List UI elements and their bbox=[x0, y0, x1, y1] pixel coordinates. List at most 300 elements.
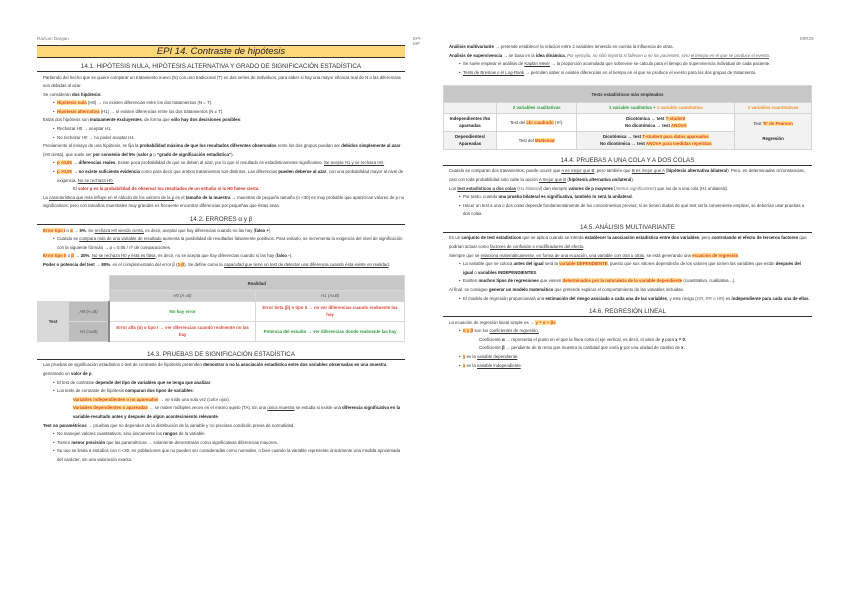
text-run: que se aplica cuando se intenta bbox=[521, 235, 585, 241]
text-run: OR, RR o HR bbox=[696, 295, 724, 301]
text-run: valores de p mayores bbox=[568, 185, 613, 191]
text-run: generar un modelo matemático bbox=[488, 287, 554, 292]
text-run: Análisis multivariante bbox=[449, 44, 494, 49]
text-run: α bbox=[501, 336, 505, 342]
text-run: muchos tipos de regresiones bbox=[478, 278, 539, 284]
bullet-icon: · bbox=[69, 186, 71, 192]
text-run: . bbox=[210, 379, 212, 385]
bullet-item bbox=[443, 344, 812, 353]
text-run: como para decir que ambos tratamientos son distintos. Las diferencias bbox=[139, 169, 279, 175]
text-run: El bbox=[73, 186, 79, 192]
text-run: por una unidad de cambio de bbox=[622, 345, 682, 351]
text-run: ( bbox=[516, 185, 519, 191]
section-heading: 14.5. ANÁLISIS MULTIVARIANTE bbox=[443, 223, 812, 233]
text-run: valor de p bbox=[71, 371, 92, 377]
bullet-icon: • bbox=[459, 278, 461, 284]
text-run: , y este riesgo ( bbox=[667, 295, 697, 301]
text-run: . bbox=[631, 194, 633, 200]
text-run: probabilidad máxima de que los resultados diferentes observados bbox=[139, 143, 277, 149]
left-content bbox=[37, 45, 405, 465]
text-run: ) es bbox=[723, 295, 732, 301]
text-run: , generando un bbox=[43, 362, 388, 377]
text-run: y bbox=[463, 354, 466, 360]
text-run: antes del igual bbox=[513, 261, 544, 267]
bullet-icon: • bbox=[53, 160, 55, 166]
bullet-item bbox=[37, 194, 405, 211]
text-run: ) bbox=[268, 227, 271, 233]
non-dichotomous-label: No dicotómica → test bbox=[625, 123, 671, 129]
text-run: (H1) → sí existen diferencias entre los dos tratamientos (N ≠ T). bbox=[99, 108, 224, 114]
bullet-item bbox=[443, 336, 812, 345]
text-run: Se suele emplear el análisis de bbox=[463, 61, 525, 67]
right-content bbox=[443, 43, 812, 370]
text-run: El test de contraste bbox=[57, 379, 96, 385]
text-run: variables INDEPENDIENTES bbox=[477, 269, 537, 275]
bullet-icon: • bbox=[53, 379, 55, 385]
text-run: hipótesis alternativa bilateral bbox=[667, 168, 728, 174]
text-run: sólo hay dos decisiones posibles bbox=[170, 117, 241, 123]
bullet-icon: • bbox=[459, 194, 461, 200]
bullet-icon: · bbox=[37, 143, 39, 149]
bullet-item bbox=[443, 43, 812, 52]
reality-h1: H1 (A≠B) bbox=[256, 291, 405, 302]
chi-square-test: chi cuadrado bbox=[526, 119, 554, 125]
text-run: controlando el efecto de terceros factores bbox=[711, 235, 799, 241]
statistical-tests-table bbox=[443, 85, 812, 150]
text-run: Tests de Breslow o el Log-Rank bbox=[463, 69, 525, 75]
bullet-item bbox=[443, 260, 812, 277]
text-run: o bbox=[152, 151, 157, 157]
bullet-item bbox=[37, 396, 405, 405]
text-run: por convenio del 5% bbox=[92, 151, 136, 157]
bullet-item bbox=[37, 134, 405, 143]
text-run: 5% bbox=[79, 227, 86, 233]
bullet-icon: • bbox=[53, 126, 55, 132]
bullet-item bbox=[37, 252, 405, 261]
chi-suffix: (X²). bbox=[553, 119, 564, 125]
text-run: Error tipo I bbox=[43, 227, 66, 233]
bullet-icon: · bbox=[37, 227, 39, 233]
text-run: una prueba bilateral es significativa, también lo será la unilateral bbox=[498, 194, 632, 200]
errors-table bbox=[37, 275, 405, 342]
text-run: Previamente al ensayo de una hipótesis, se fija la bbox=[43, 143, 140, 149]
edition-label: MIR25 bbox=[800, 36, 814, 41]
text-run: β bbox=[501, 345, 505, 351]
text-run: x bbox=[681, 345, 684, 351]
text-run: . bbox=[683, 345, 685, 351]
text-run: Es un bbox=[449, 235, 462, 241]
bullet-item bbox=[37, 99, 405, 108]
text-run: No se rechaza H0. bbox=[77, 177, 114, 183]
text-run: estimación del riesgo asociado a cada una de las variables bbox=[545, 295, 668, 301]
course-label: EPI-MP bbox=[413, 36, 422, 46]
bullet-item bbox=[37, 387, 405, 396]
bullet-icon: · bbox=[443, 252, 445, 258]
text-run: , pero bbox=[699, 235, 712, 241]
text-run: característica que más influye en el cálculo de los valores de la p bbox=[49, 194, 175, 200]
text-run: 1-β bbox=[177, 261, 185, 267]
bullet-icon: · bbox=[37, 194, 39, 200]
text-run: x bbox=[463, 362, 466, 368]
text-run: . bbox=[517, 354, 519, 360]
bullet-item bbox=[37, 361, 405, 378]
text-run: . bbox=[536, 269, 538, 275]
text-run: Variables dependientes o apareadas bbox=[73, 405, 148, 411]
text-run: Su uso se limita a estudios con n <30, en poblaciones que no pueden ser consideradas como normales, o bien cuando la variable represente únicamente una medida aproximada del carácter, sin una valoración exacta. bbox=[57, 448, 401, 462]
bullet-icon: · bbox=[443, 44, 445, 49]
chi-prefix: Test del bbox=[509, 119, 527, 125]
pearson-prefix: Test bbox=[753, 121, 763, 127]
bullet-icon: · bbox=[37, 253, 39, 259]
text-run: independiente para cada una de ellas bbox=[731, 295, 809, 301]
bullet-icon: · bbox=[443, 287, 445, 292]
bullet-item bbox=[37, 439, 405, 448]
text-run: ecuación de regresión bbox=[692, 252, 739, 258]
bullet-icon: • bbox=[53, 236, 55, 242]
text-run: 20% bbox=[80, 253, 90, 259]
bullet-item bbox=[37, 404, 405, 421]
bullet-icon: • bbox=[459, 362, 461, 368]
bullet-item bbox=[37, 447, 405, 464]
text-run: demostrar o no la asociación estadística entre dos variables observadas en una muestra bbox=[203, 362, 387, 368]
bullet-icon: · bbox=[37, 422, 39, 428]
text-run: ( bbox=[135, 151, 138, 157]
bullet-item bbox=[443, 327, 812, 336]
bullet-item bbox=[443, 167, 812, 184]
text-run: p >0,05 bbox=[57, 169, 72, 175]
text-run: diferencias reales. bbox=[78, 160, 117, 166]
text-run: , es decir, no se acepta que hay diferencias cuando sí las hay ( bbox=[155, 253, 277, 259]
anova-test: ANOVA bbox=[670, 123, 687, 129]
text-run: Test no paramétricos bbox=[43, 422, 87, 428]
text-run: es la bbox=[465, 354, 478, 360]
section-heading: 14.6. REGRESIÓN LINEAL bbox=[443, 307, 812, 317]
text-run: Cuando se comparan dos tratamientos, puede ocurrir que bbox=[449, 168, 562, 174]
bullet-item bbox=[443, 185, 812, 194]
test-h0: H0 (A=B) bbox=[69, 301, 109, 321]
bullet-item bbox=[443, 362, 812, 371]
text-run: será la bbox=[543, 261, 560, 267]
bullet-icon: • bbox=[459, 69, 461, 75]
text-run: pueden deberse al azar bbox=[278, 169, 327, 175]
text-run: El modelo de regresión proporcionará una bbox=[463, 295, 546, 301]
col-mixed-b: 1 variable cuantitativa bbox=[656, 105, 703, 111]
bullet-item bbox=[37, 108, 405, 117]
text-run: → bbox=[71, 169, 79, 175]
dichotomous-label: Dicotómica → test bbox=[602, 133, 643, 139]
text-run: ). Pero, en determinadas circunstancias, casi con toda probabilidad solo cabe la opción bbox=[449, 168, 805, 182]
text-run: . bbox=[388, 261, 390, 267]
bullet-icon: • bbox=[459, 354, 461, 360]
bullet-icon: • bbox=[53, 448, 55, 454]
cell-beta-error: Error beta (β) o tipo II → no ver diferencias cuando realmente las hay bbox=[256, 301, 405, 321]
reality-header: Realidad bbox=[109, 276, 405, 291]
bullet-icon: • bbox=[53, 134, 55, 140]
text-run: es decir, aceptar que hay diferencias cuando no las hay ( bbox=[143, 227, 256, 233]
text-run: → pretende establecer la relación entre 2 variables teniendo en cuenta la influencia de otras. bbox=[493, 44, 674, 49]
text-run: → se miden múltiples veces en el mismo sujeto (TA). En una bbox=[147, 405, 268, 411]
text-run: idea dinámica. bbox=[535, 52, 566, 58]
text-run: aumenta la posibilidad de resultados falsamente positivos. Para evitarlo, se incrementa la exigencia del nivel de significación con la siguiente fórmula → p = 0,05 / nº de comparaciones. bbox=[57, 236, 403, 250]
text-run: falso + bbox=[255, 227, 269, 233]
text-run: . Se bbox=[85, 227, 95, 233]
text-run: variable DEPENDIENTE bbox=[559, 261, 608, 267]
text-run: determinados por la naturaleza de la variable dependiente bbox=[562, 278, 683, 284]
text-run: Los tests de contraste de hipótesis bbox=[57, 388, 126, 394]
text-run: → muestras de pequeño tamaño (n <30) es muy probable que aparezcan valores de p no significativos; pero con tamaños muestrales muy grandes es frecuente encontrar diferencias por pequeñas que éstas sean. bbox=[43, 194, 405, 209]
text-run: . bbox=[89, 253, 92, 259]
page-title: EPI 14. Contraste de hipótesis bbox=[37, 45, 405, 58]
bullet-item bbox=[37, 125, 405, 134]
dichotomous-label: Dicotómica → test bbox=[626, 115, 666, 121]
text-run: : bbox=[192, 388, 194, 394]
text-run: α bbox=[70, 227, 73, 233]
reality-h0: H0 (A=B) bbox=[109, 291, 256, 302]
text-run: A mejor que B bbox=[538, 176, 567, 182]
text-run: → bbox=[71, 160, 79, 166]
text-run: comparan dos tipos de variables bbox=[125, 388, 193, 394]
text-run: ). bbox=[231, 151, 234, 157]
text-run: . bbox=[738, 252, 740, 258]
bullet-item bbox=[37, 142, 405, 159]
bullet-item bbox=[443, 202, 812, 219]
text-run: (H0 cierta), que suele ser bbox=[43, 151, 93, 157]
text-run: ). bbox=[631, 176, 634, 182]
text-run: Por tanto, cuando bbox=[463, 194, 499, 200]
pearson-test: 'R' de Pearson bbox=[762, 121, 793, 127]
section-heading: 14.4. PRUEBAS A UNA COLA Y A DOS COLAS bbox=[443, 156, 812, 166]
text-run: → representa el punto en el que la línea corta el eje vertical, es decir, el valor de bbox=[504, 336, 662, 342]
bullet-item bbox=[37, 168, 405, 185]
text-run: ). Se define como la bbox=[184, 261, 224, 267]
col-2-quantitative: 2 variables cuantitativas bbox=[735, 103, 812, 114]
text-run: y bbox=[661, 336, 664, 342]
bullet-icon: · bbox=[443, 319, 445, 325]
text-run: β bbox=[71, 253, 74, 259]
author-name: Razvan Dargan bbox=[37, 36, 69, 41]
text-run: mutuamente excluyentes bbox=[89, 117, 142, 123]
text-run: (H0) → no existen diferencias entre los dos tratamientos (N = T). bbox=[86, 100, 213, 106]
text-run: que vienen bbox=[538, 278, 563, 284]
text-run: Las pruebas de significación estadística o test de contraste de hipótesis pretenden bbox=[43, 362, 204, 368]
text-run: No manejan valores cuantitativos, sino únicamente los bbox=[57, 431, 163, 437]
tests-table-title: Tests estadísticos más empleados bbox=[444, 86, 812, 103]
text-run: es el bbox=[174, 194, 186, 200]
t-student-test: T-student bbox=[665, 115, 686, 121]
bullet-item bbox=[443, 69, 812, 78]
bullet-icon: · bbox=[443, 185, 445, 191]
bullet-icon: · bbox=[475, 345, 477, 351]
text-run: . bbox=[91, 371, 93, 377]
mcnemar-test: McNemar bbox=[534, 137, 555, 143]
test-h1: H1 (A≠B) bbox=[69, 321, 109, 341]
text-run: menos significativos bbox=[615, 185, 655, 191]
bullet-icon: • bbox=[459, 328, 461, 334]
text-run: Por ejemplo, no sólo importa si fallecen o no los pacientes, sino bbox=[565, 52, 691, 58]
text-run: → se basa en la bbox=[502, 52, 536, 58]
text-run: ) que los de a una cola (H1 unilateral). bbox=[654, 185, 729, 191]
text-run: . bbox=[768, 52, 771, 58]
text-run: establecer la asociación estadística entre dos variables bbox=[584, 235, 700, 241]
text-run: → bbox=[73, 253, 81, 259]
text-run: valor p es la probabilidad de observar los resultados de un estudio si la H0 fuese cierta. bbox=[78, 186, 260, 192]
text-run: No rechazar H0 → no poder aceptar H1. bbox=[57, 134, 135, 140]
text-run: después del igual bbox=[463, 261, 801, 275]
text-run: son los bbox=[473, 328, 490, 334]
text-run: α y β bbox=[463, 328, 474, 334]
text-run: Se acepta H1 y se rechaza H0. bbox=[323, 160, 385, 166]
text-run: falso - bbox=[276, 253, 290, 259]
bullet-item bbox=[37, 379, 405, 388]
regression-label: Regresión bbox=[762, 136, 784, 142]
bullet-item bbox=[443, 252, 812, 261]
text-run: → la proporción acumulada que sobrevive se calcula para el tiempo de supervivencia individual de cada paciente. bbox=[549, 61, 771, 67]
text-run: Error tipo II bbox=[43, 253, 67, 259]
text-run: Tienen bbox=[57, 439, 72, 445]
bullet-icon: · bbox=[37, 74, 39, 80]
text-run: de la variable. bbox=[177, 431, 206, 437]
text-run: compara más de una variable de resultado bbox=[79, 236, 162, 242]
text-run: ( bbox=[664, 168, 668, 174]
right-page bbox=[424, 0, 848, 599]
text-run: A es mejor que B bbox=[561, 168, 595, 174]
text-run: , de forma que bbox=[141, 117, 171, 123]
bullet-icon: · bbox=[37, 362, 39, 368]
text-run: rangos bbox=[163, 431, 178, 437]
bullet-item bbox=[37, 227, 405, 236]
text-run: hipótesis alternativa unilateral bbox=[568, 176, 632, 182]
col-2-qualitative: 2 variables cualitativas bbox=[497, 103, 577, 114]
section-heading: 14.1. HIPÓTESIS NULA, HIPÓTESIS ALTERNATIVA Y GRADO DE SIGNIFICACIÓN ESTADÍSTICA bbox=[37, 62, 405, 72]
bullet-item bbox=[443, 353, 812, 362]
text-run: B es mejor que A bbox=[631, 168, 665, 174]
text-run: → pendiente de la recta que muestra la cantidad que varía bbox=[504, 345, 621, 351]
text-run: rechaza H0 siendo cierta, bbox=[94, 227, 144, 233]
bullet-icon: · bbox=[37, 117, 39, 123]
text-run: el tiempo en el que se produce el evento bbox=[690, 52, 769, 58]
text-run: → se mide una sola vez (color ojos). bbox=[158, 396, 230, 402]
text-run: coeficientes de regresión. bbox=[489, 328, 539, 334]
bullet-icon: • bbox=[459, 261, 461, 267]
text-run: . bbox=[808, 295, 810, 301]
bullet-icon: · bbox=[37, 91, 39, 97]
bullet-item bbox=[443, 193, 812, 202]
bullet-icon: · bbox=[37, 261, 39, 267]
text-run: test estadísticos a dos colas bbox=[457, 185, 517, 191]
section-heading: 14.3. PRUEBAS DE SIGNIFICACIÓN ESTADÍSTICA bbox=[37, 350, 405, 360]
text-run: . bbox=[217, 414, 220, 420]
non-dichotomous-label: No dicotómica → test bbox=[599, 141, 646, 147]
text-run: capacidad que tiene un test de detectar una diferencia cuando ésta existe en realidad bbox=[223, 261, 389, 267]
bullet-icon: · bbox=[443, 168, 445, 174]
text-run: La ecuación de regresión lineal simple es → bbox=[449, 319, 536, 325]
bullet-icon: · bbox=[443, 52, 445, 58]
text-run: Cuando se bbox=[57, 236, 80, 242]
text-run: única muestra bbox=[267, 405, 295, 411]
bullet-icon: • bbox=[459, 61, 461, 67]
text-run: conjunto de test estadísticos bbox=[461, 235, 522, 241]
bullet-item bbox=[443, 286, 812, 295]
text-run: se estudia si existe una bbox=[294, 405, 343, 411]
text-run: variable independiente bbox=[477, 362, 521, 368]
text-run: dos hipótesis: bbox=[71, 91, 102, 97]
text-run: H1 bilateral bbox=[518, 185, 541, 191]
bullet-item bbox=[443, 60, 812, 69]
text-run: Se consideran bbox=[43, 91, 72, 97]
text-run: Coeficiente bbox=[479, 336, 502, 342]
text-run: Hipótesis nula bbox=[57, 100, 87, 106]
text-run: valor p bbox=[137, 151, 153, 157]
text-run: “grado de significación estadística” bbox=[156, 151, 232, 157]
text-run: Rechazar H0 → aceptar H1. bbox=[57, 126, 112, 132]
bullet-icon: · bbox=[69, 396, 71, 402]
text-run: Siempre que se bbox=[449, 252, 481, 258]
text-run: → pruebas que no dependen de la distribución de la variable y no precisan condición previa de normalidad. bbox=[86, 422, 295, 428]
cell-no-error: No hay error bbox=[109, 301, 256, 321]
text-run: ) dan siempre bbox=[540, 185, 569, 191]
text-run: o bbox=[473, 269, 478, 275]
text-run: Análisis de supervivencia bbox=[449, 52, 503, 58]
bullet-icon: • bbox=[53, 388, 55, 394]
text-run: , se está generando una bbox=[644, 252, 693, 258]
text-run: . bbox=[684, 336, 687, 342]
text-run: , es el complementario del error β ( bbox=[110, 261, 178, 267]
text-run: , pero también que bbox=[594, 168, 632, 174]
bullet-item bbox=[443, 234, 812, 251]
text-run: no existe suficiente evidencia bbox=[78, 169, 140, 175]
bullet-icon: • bbox=[53, 169, 55, 175]
bullet-item bbox=[37, 185, 405, 194]
text-run: Existen bbox=[463, 278, 479, 284]
cell-power: Potencia del estudio → ver diferencias donde realmente las hay bbox=[256, 321, 405, 341]
text-run: . bbox=[583, 244, 585, 250]
text-run: relaciona matemáticamente, en forma de una ecuación, una variable con otra u otras bbox=[480, 252, 645, 258]
text-run: ). bbox=[289, 253, 293, 259]
text-run: . bbox=[520, 362, 522, 368]
cell-alpha-error: Error alfa (α) o tipo I → ver diferencias cuando realmente no las hay bbox=[109, 321, 256, 341]
text-run: variable dependiente bbox=[477, 354, 518, 360]
paired-t-student-test: T-student para datos apareados bbox=[642, 133, 709, 139]
text-run: Estas dos hipótesis son bbox=[43, 117, 90, 123]
text-run: que las paramétricas → solamente demostrarán como significativas diferencias mayores. bbox=[105, 439, 278, 445]
text-run: x = 0 bbox=[675, 336, 685, 342]
bullet-icon: • bbox=[53, 431, 55, 437]
text-run: menor precisión bbox=[71, 439, 106, 445]
text-run: Hacer un test a una o dos colas depende fundamentalmente de los conocimientos previos; si se tienen dudas de qué test sería conveniente emplear, se deberían usar pruebas a dos colas. bbox=[463, 202, 805, 217]
bullet-icon: • bbox=[53, 100, 55, 106]
bullet-item bbox=[37, 159, 405, 168]
text-run: y bbox=[620, 345, 623, 351]
bullet-item bbox=[443, 319, 812, 328]
bullet-item bbox=[37, 422, 405, 431]
bullet-item bbox=[37, 261, 405, 270]
text-run: p <0,05 bbox=[57, 160, 72, 166]
bullet-icon: • bbox=[459, 202, 461, 208]
text-run: Hipótesis alternativa bbox=[57, 108, 100, 114]
repeated-anova-test: ANOVA para medidas repetidas bbox=[645, 141, 712, 147]
text-run: Coeficiente bbox=[479, 345, 502, 351]
bullet-item bbox=[443, 295, 812, 304]
bullet-item bbox=[37, 235, 405, 252]
text-run: Variables independientes o no apareados bbox=[73, 396, 159, 402]
text-run: → permiten saber si existen diferencias en el tiempo en el que se produce el evento para los dos grupos de tratamiento. bbox=[524, 69, 757, 75]
bullet-icon: • bbox=[53, 439, 55, 445]
bullet-icon: · bbox=[475, 336, 477, 342]
text-run: No se rechaza H0 y ésta es falsa bbox=[91, 253, 156, 259]
row-dependent: Dependientes/ Apareadas bbox=[444, 131, 497, 149]
text-run: La bbox=[43, 194, 50, 200]
text-run: factores de confusión o modificadores del efecto bbox=[490, 244, 584, 250]
